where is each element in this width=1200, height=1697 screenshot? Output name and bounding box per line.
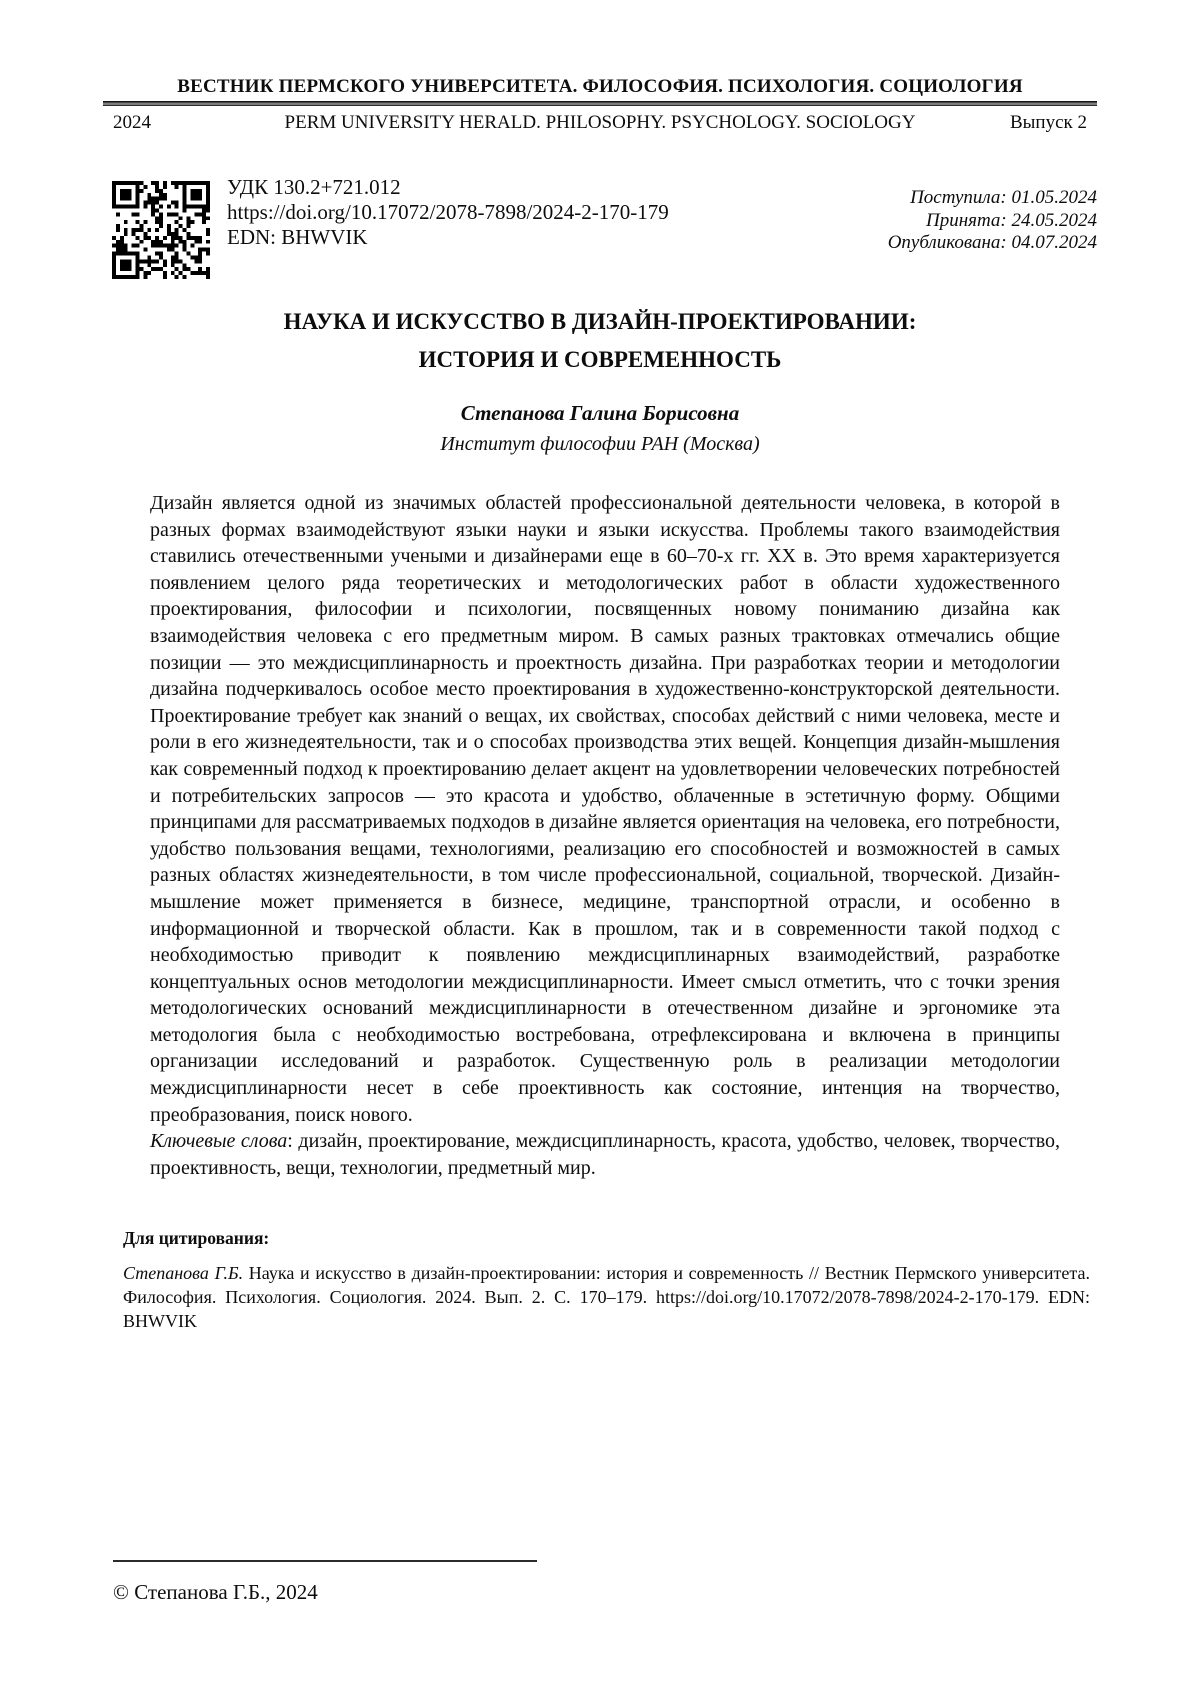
article-affiliation: Институт философии РАН (Москва) (440, 433, 760, 455)
article-title (103, 303, 1097, 379)
dates-block (888, 174, 1097, 279)
identifier-block (227, 174, 669, 279)
citation-text (123, 1261, 1090, 1333)
citation-body: Наука и искусство в дизайн-проектировании: история и современность // Вестник Пермского университета. Философия. Психология. Социология. 2024. Вып. 2. С. 170–179. https://doi.org/10.17072/2078-7898/2024-2-170-179. EDN: BHWVIK (123, 1263, 1090, 1332)
journal-year: 2024 (113, 112, 151, 133)
header-rule (103, 101, 1097, 106)
abstract-text: Дизайн является одной из значимых областей профессиональной деятельности человека, в которой в разных формах взаимодействуют языки науки и языки искусства. Проблемы такого взаимодействия ставились отечественными учеными и дизайнерами еще в 60–70-х гг. XX в. Это время характеризуется появлением целого ряда теоретических и методологических работ в области художественного проектирования, философии и психологии, посвященных новому пониманию дизайна как взаимодействия человека с его предметным миром. В самых разных трактовках отмечались общие позиции — это междисциплинарность и проектность дизайна. При разработках теории и методологии дизайна подчеркивалось особое место проектирования в художественно-конструкторской деятельности. Проектирование требует как знаний о вещах, их свойствах, способах действий с ними человека, месте и роли в его жизнедеятельности, так и о способах производства этих вещей. Концепция дизайн-мышления как современный подход к проектированию делает акцент на удовлетворении человеческих потребностей и потребительских запросов — это красота и удобство, облаченные в эстетичную форму. Общими принципами для рассматриваемых подходов в дизайне является ориентация на человека, его потребности, удобство пользования вещами, технологиями, реализацию его способностей и возможностей в самых разных областях жизнедеятельности, в том числе профессиональной, социальной, творческой. Дизайн-мышление может применяется в бизнесе, медицине, транспортной отрасли, и особенно в информационной и творческой области. Как в прошлом, так и в современности такой подход с необходимостью приводит к появлению междисциплинарных взаимодействий, разработке концептуальных основ методологии междисциплинарности. Имеет смысл отметить, что с точки зрения методологических оснований междисциплинарности в отечественном дизайне и эргономике эта методология была с необходимостью востребована, отрефлексирована и включена в принципы организации исследований и разработок. Существенную роль в реализации методологии междисциплинарности несет в себе проективность как состояние, интенция на творчество, преобразования, поиск нового. (150, 492, 1060, 1126)
article-title-line1: НАУКА И ИСКУССТВО В ДИЗАЙН-ПРОЕКТИРОВАНИИ: (283, 309, 917, 334)
date-received: Поступила: 01.05.2024 (910, 187, 1097, 208)
citation-block (123, 1228, 1090, 1333)
journal-header-row (103, 112, 1097, 134)
page-footer (113, 1560, 537, 1605)
keywords-list: : дизайн, проектирование, междисциплинарность, красота, удобство, человек, творчество, проективность, вещи, технологии, предметный мир. (150, 1130, 1060, 1179)
keywords-paragraph (150, 1128, 1060, 1181)
footer-rule (113, 1560, 537, 1562)
citation-author: Степанова Г.Б. (123, 1263, 244, 1284)
article-meta-row (103, 174, 1097, 279)
edn-code: EDN: BHWVIK (227, 225, 368, 249)
journal-title-en: PERM UNIVERSITY HERALD. PHILOSOPHY. PSYCHOLOGY. SOCIOLOGY (284, 112, 916, 133)
date-accepted: Принята: 24.05.2024 (925, 209, 1097, 231)
article-title-line2: ИСТОРИЯ И СОВРЕМЕННОСТЬ (418, 347, 782, 372)
udk-code: УДК 130.2+721.012 (227, 175, 401, 199)
doi-link[interactable]: https://doi.org/10.17072/2078-7898/2024-2-170-179 (227, 200, 669, 224)
article-author: Степанова Галина Борисовна (460, 401, 740, 425)
keywords-label: Ключевые слова (150, 1130, 288, 1153)
citation-label: Для цитирования: (123, 1228, 270, 1249)
qr-code-icon (112, 181, 210, 279)
copyright-notice: © Степанова Г.Б., 2024 (113, 1580, 318, 1604)
date-published: Опубликована: 04.07.2024 (887, 232, 1097, 253)
journal-issue: Выпуск 2 (1009, 112, 1087, 133)
journal-title-ru: ВЕСТНИК ПЕРМСКОГО УНИВЕРСИТЕТА. ФИЛОСОФИЯ. ПСИХОЛОГИЯ. СОЦИОЛОГИЯ (177, 76, 1023, 97)
abstract-block (150, 490, 1060, 1181)
